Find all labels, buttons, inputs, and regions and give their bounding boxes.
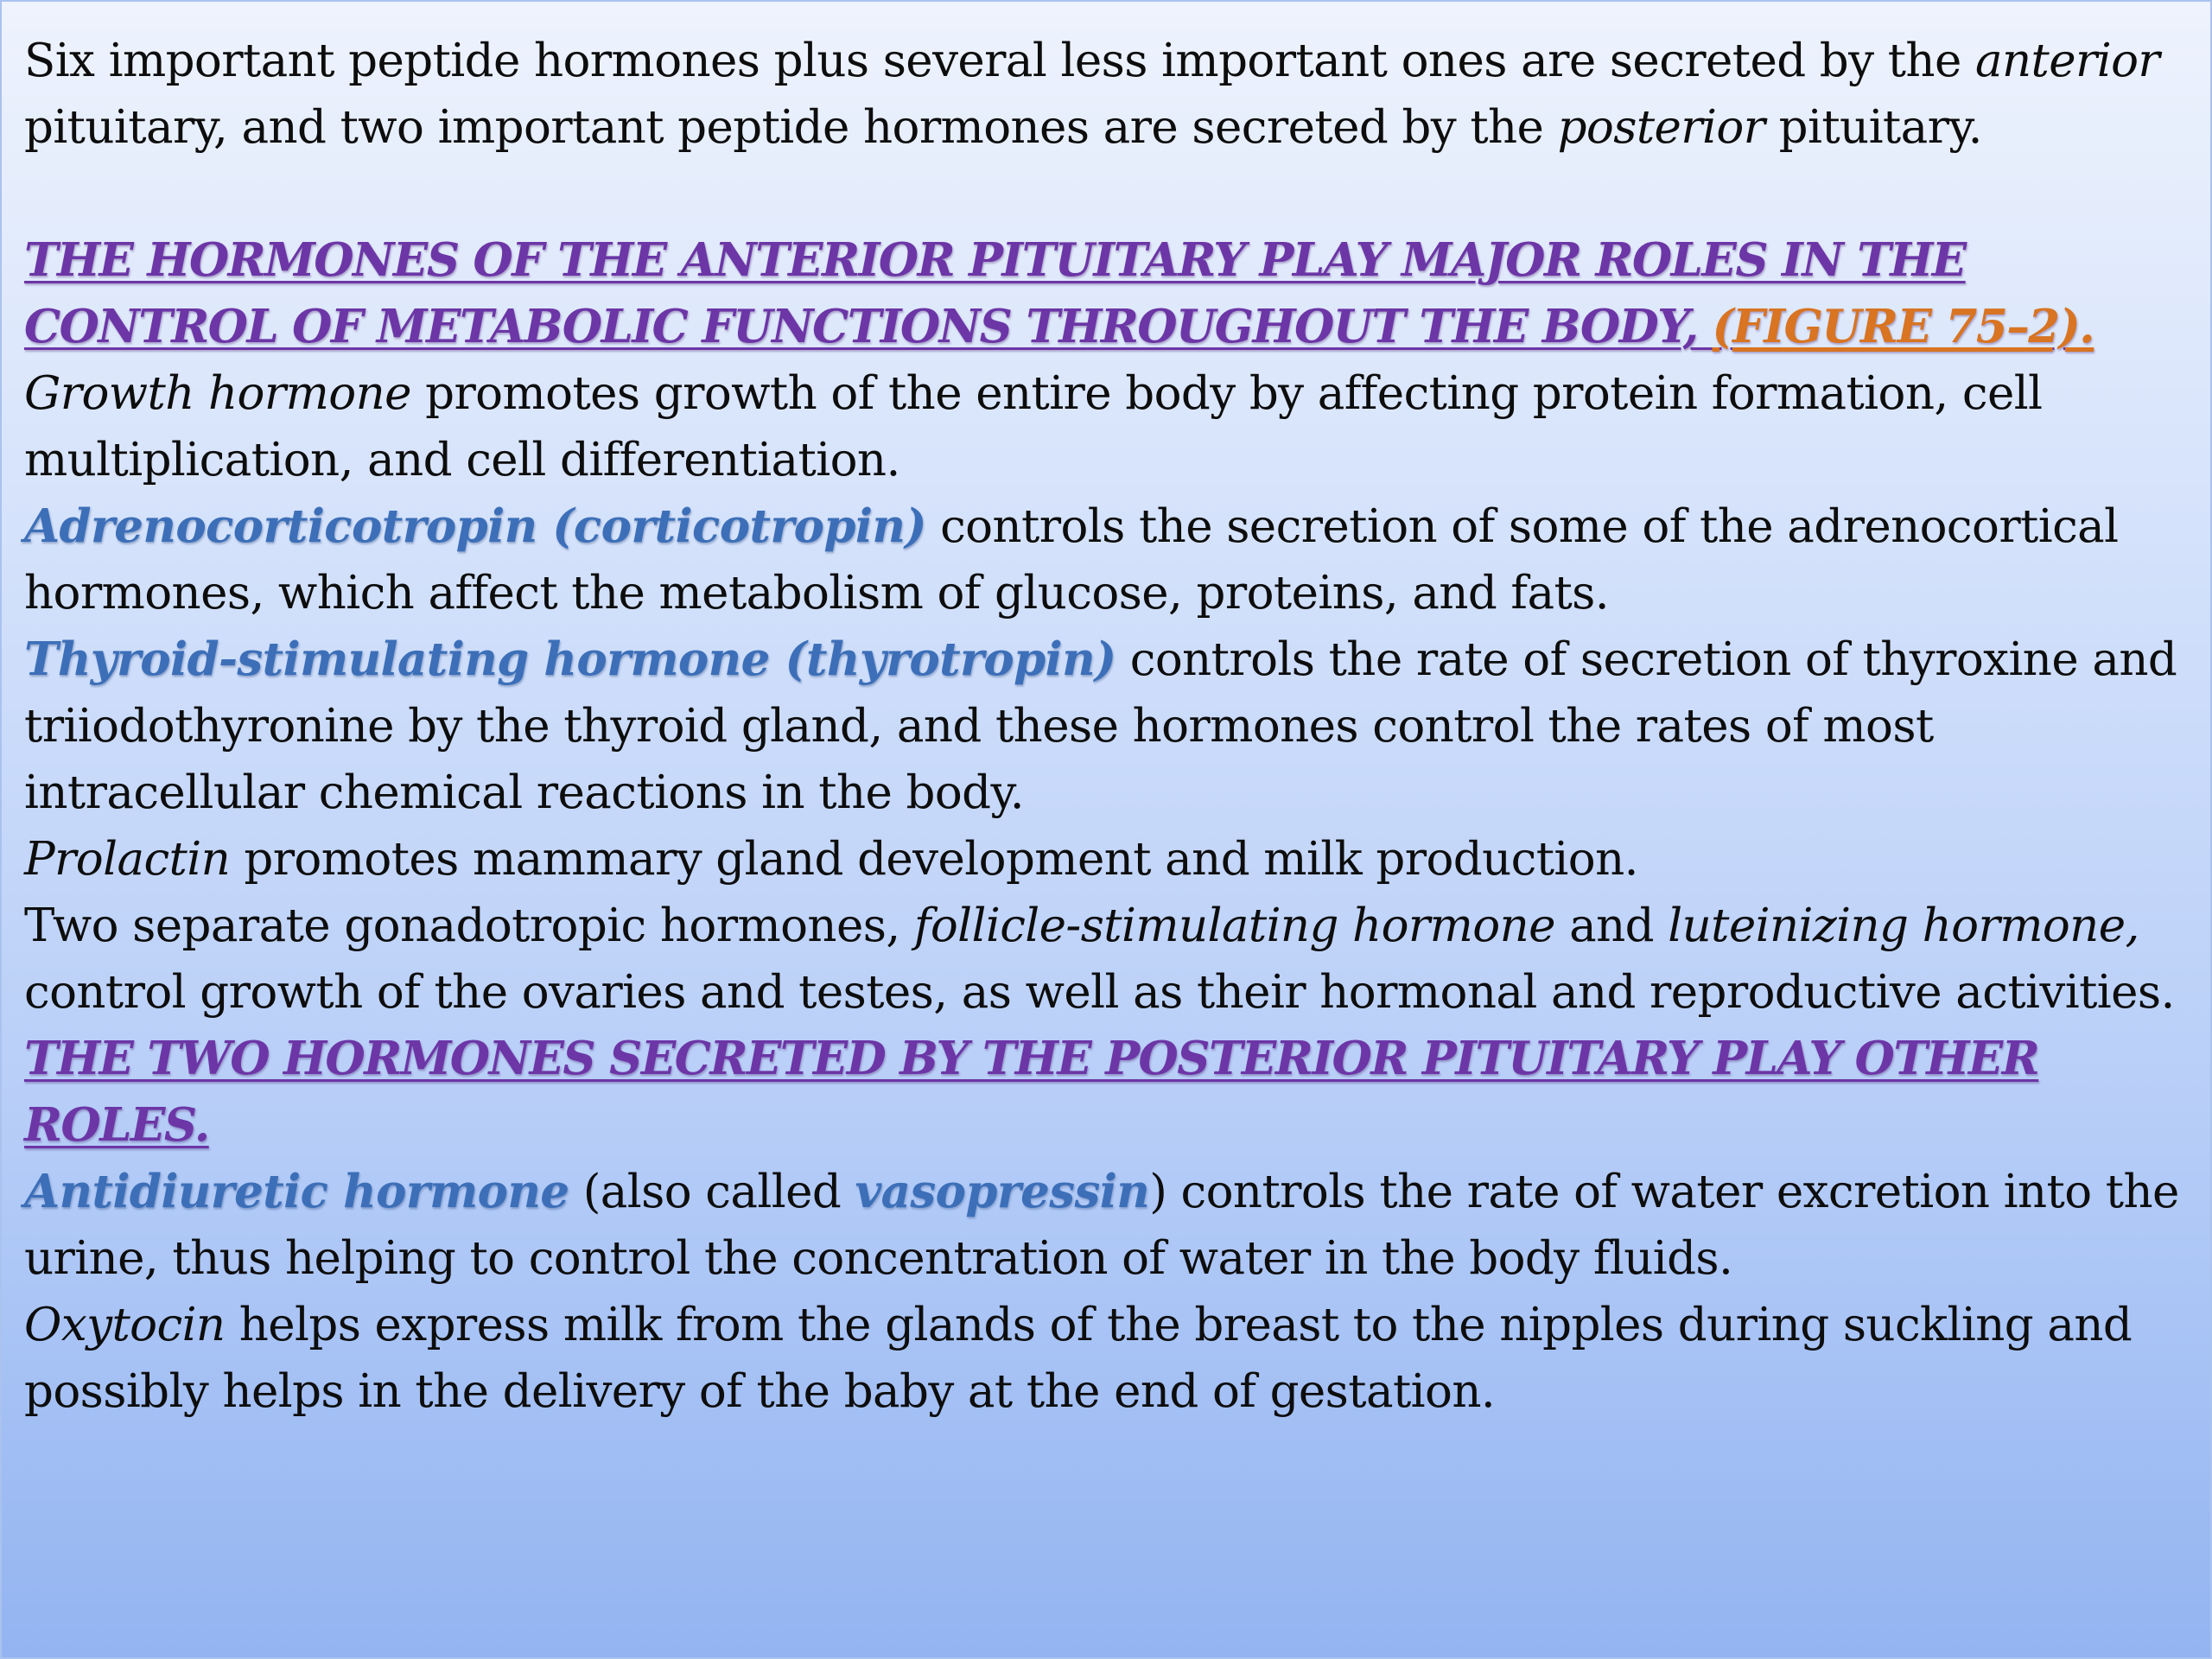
term-adrenocorticotropin: Adrenocorticotropin (corticotropin) [24,499,926,553]
text-gonadotropins-1: Two separate gonadotropic hormones, [24,899,914,952]
text-acth: controls the secretion of some of the adrenocortical hormones, which affect the metabolism of glucose, proteins, and fats. [24,500,2119,620]
paragraph-growth-hormone [24,360,2202,493]
paragraph-oxytocin [24,1292,2202,1425]
text-prolactin: promotes mammary gland development and milk production. [230,833,1638,886]
term-growth-hormone: Growth hormone [24,367,411,420]
intro-anterior: anterior [1974,35,2160,87]
text-growth-hormone: promotes growth of the entire body by affecting protein formation, cell multiplication, and cell differentiation. [24,367,2043,486]
text-gonadotropins-2: control growth of the ovaries and testes, as well as their hormonal and reproductive activities. [24,966,2175,1019]
spacer [24,161,2202,227]
term-thyroid-stimulating-hormone: Thyroid-stimulating hormone (thyrotropin) [24,632,1116,686]
text-oxytocin: helps express milk from the glands of the breast to the nipples during suckling and possibly helps in the delivery of the baby at the end of gestation. [24,1299,2133,1418]
intro-text-2: pituitary, and two important peptide hormones are secreted by the [24,101,1558,154]
text-adh-2: ) controls the rate of water excretion into the urine, thus helping to control the concentration of water in the body fluids. [24,1166,2179,1285]
term-antidiuretic-hormone: Antidiuretic hormone [24,1165,569,1218]
heading-anterior-pituitary [24,227,2202,360]
term-vasopressin: vasopressin [855,1165,1150,1218]
term-oxytocin: Oxytocin [24,1299,226,1351]
text-gonadotropins-and: and [1554,899,1669,952]
heading-posterior-pituitary: THE TWO HORMONES SECRETED BY THE POSTERIOR PITUITARY PLAY OTHER ROLES. [24,1032,2039,1152]
paragraph-prolactin [24,826,2202,893]
term-follicle-stimulating-hormone: follicle-stimulating hormone [913,899,1555,952]
figure-reference-link[interactable]: (FIGURE 75–2). [1712,300,2094,353]
slide-body [24,28,2202,1425]
term-luteinizing-hormone: luteinizing hormone, [1668,899,2139,952]
intro-posterior: posterior [1557,101,1765,154]
heading-anterior-text: THE HORMONES OF THE ANTERIOR PITUITARY PLAY MAJOR ROLES IN THE CONTROL OF METABOLIC FUNCTIONS THROUGHOUT THE BODY, [24,233,1966,353]
term-prolactin: Prolactin [24,833,231,886]
text-adh-1: (also called [569,1166,855,1218]
paragraph-gonadotropins [24,893,2202,1026]
intro-text-3: pituitary. [1764,101,1982,154]
paragraph-tsh [24,626,2202,826]
intro-paragraph [24,28,2202,161]
text-tsh: controls the rate of secretion of thyroxine and triiodothyronine by the thyroid gland, and these hormones control the rates of most intracellular chemical reactions in the body. [24,633,2177,819]
intro-text-1: Six important peptide hormones plus several less important ones are secreted by the [24,35,1975,87]
paragraph-adh [24,1159,2202,1292]
paragraph-acth [24,493,2202,626]
